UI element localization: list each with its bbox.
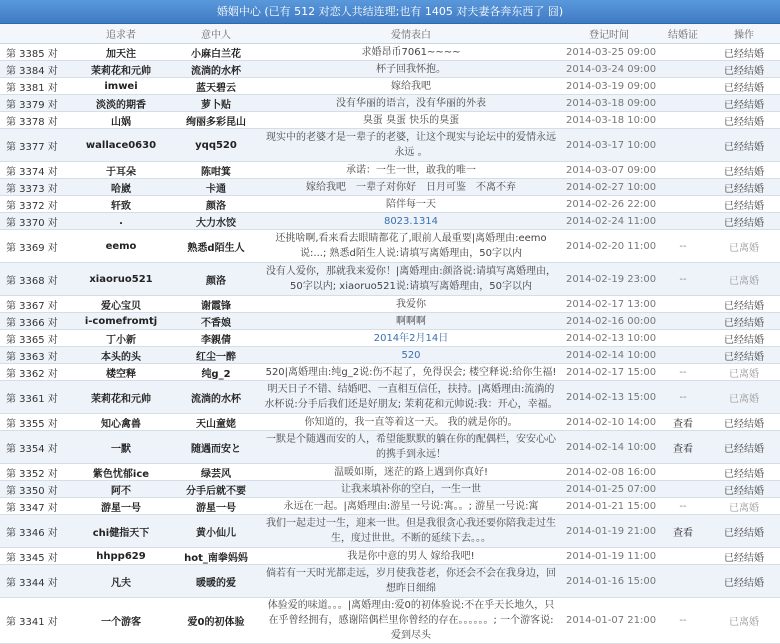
beloved-name[interactable]: 李親倩 xyxy=(170,330,262,347)
table-row xyxy=(0,95,780,112)
register-time: 2014-01-21 15:00 xyxy=(560,498,658,515)
status-label: 已经结婚 xyxy=(708,414,780,431)
register-time: 2014-03-18 10:00 xyxy=(560,112,658,129)
certificate-cell xyxy=(658,464,708,481)
row-number: 第 3344 对 xyxy=(0,565,72,598)
confession-text: 我是你中意的男人 嫁给我吧! xyxy=(262,548,560,565)
confession-text: 倘若有一天时光都走远，岁月使我苍老，你还会不会在我身边，回想昨日细绵 xyxy=(262,565,560,598)
table-header-row xyxy=(0,24,780,44)
beloved-name[interactable]: hot_南拳妈妈 xyxy=(170,548,262,565)
suitor-name[interactable]: 游星一号 xyxy=(72,498,170,515)
table-row xyxy=(0,263,780,296)
table-row xyxy=(0,381,780,414)
register-time: 2014-02-27 10:00 xyxy=(560,179,658,196)
register-time: 2014-02-19 23:00 xyxy=(560,263,658,296)
certificate-cell: -- xyxy=(658,263,708,296)
suitor-name[interactable]: xiaoruo521 xyxy=(72,263,170,296)
register-time: 2014-02-14 10:00 xyxy=(560,431,658,464)
certificate-cell xyxy=(658,179,708,196)
certificate-cell xyxy=(658,95,708,112)
confession-text: 体验爱的味道。。。|离婚理由:爱0的初体验说:不在乎天长地久，只在乎曾经拥有，感谢陪偶栏里你曾经的存在。。。。。。; 一个游客说:爱到尽头 xyxy=(262,598,560,644)
register-time: 2014-01-16 15:00 xyxy=(560,565,658,598)
suitor-name[interactable]: hhpp629 xyxy=(72,548,170,565)
suitor-name[interactable]: 本头的头 xyxy=(72,347,170,364)
beloved-name[interactable]: 陈咁箕 xyxy=(170,162,262,179)
certificate-cell xyxy=(658,162,708,179)
suitor-name[interactable]: 爱心宝贝 xyxy=(72,296,170,313)
status-label: 已经结婚 xyxy=(708,548,780,565)
certificate-cell xyxy=(658,129,708,162)
confession-text: 永远在一起。|离婚理由:游星一号说:寓。。; 游星一号说:寓 xyxy=(262,498,560,515)
row-number: 第 3350 对 xyxy=(0,481,72,498)
confession-text: 没有人爱你，那就我来爱你！|离婚理由:颜洛说:请填写离婚理由，50字以内; xiaoruo521说:请填写离婚理由，50字以内 xyxy=(262,263,560,296)
confession-text: 让我来填补你的空白，一生一世 xyxy=(262,481,560,498)
suitor-name[interactable]: 紫色忧郁ice xyxy=(72,464,170,481)
register-time: 2014-03-24 09:00 xyxy=(560,61,658,78)
status-label: 已经结婚 xyxy=(708,296,780,313)
table-row xyxy=(0,347,780,364)
table-row xyxy=(0,548,780,565)
column-header-action: 操作 xyxy=(708,24,780,44)
status-label: 已经结婚 xyxy=(708,431,780,464)
suitor-name[interactable]: imwei xyxy=(72,78,170,95)
status-label: 已经结婚 xyxy=(708,61,780,78)
table-row xyxy=(0,196,780,213)
row-number: 第 3366 对 xyxy=(0,313,72,330)
status-label: 已经结婚 xyxy=(708,162,780,179)
row-number: 第 3363 对 xyxy=(0,347,72,364)
suitor-name[interactable]: 淡淡的期香 xyxy=(72,95,170,112)
status-label: 已经结婚 xyxy=(708,347,780,364)
status-label: 已离婚 xyxy=(708,364,780,381)
certificate-cell xyxy=(658,565,708,598)
status-label: 已经结婚 xyxy=(708,112,780,129)
suitor-name[interactable]: 茉莉花和元帅 xyxy=(72,381,170,414)
view-certificate-link[interactable]: 查看 xyxy=(658,414,708,431)
certificate-cell xyxy=(658,481,708,498)
register-time: 2014-02-14 10:00 xyxy=(560,347,658,364)
certificate-cell: -- xyxy=(658,230,708,263)
row-number: 第 3384 对 xyxy=(0,61,72,78)
view-certificate-link[interactable]: 查看 xyxy=(658,515,708,548)
beloved-name[interactable]: 不香娘 xyxy=(170,313,262,330)
row-number: 第 3368 对 xyxy=(0,263,72,296)
beloved-name[interactable]: 小麻白兰花 xyxy=(170,44,262,61)
status-label: 已经结婚 xyxy=(708,78,780,95)
register-time: 2014-02-20 11:00 xyxy=(560,230,658,263)
confession-text: 你知道的，我一直等着这一天。 我的就是你的。 xyxy=(262,414,560,431)
beloved-name[interactable]: 绿芸风 xyxy=(170,464,262,481)
column-header-register-time: 登记时间 xyxy=(560,24,658,44)
certificate-cell xyxy=(658,196,708,213)
confession-text: 承诺：一生一世，敢我的唯一 xyxy=(262,162,560,179)
table-row xyxy=(0,78,780,95)
row-number: 第 3370 对 xyxy=(0,213,72,230)
row-number: 第 3367 对 xyxy=(0,296,72,313)
register-time: 2014-03-25 09:00 xyxy=(560,44,658,61)
confession-text: 520 xyxy=(262,347,560,364)
status-label: 已经结婚 xyxy=(708,44,780,61)
register-time: 2014-02-26 22:00 xyxy=(560,196,658,213)
row-number: 第 3381 对 xyxy=(0,78,72,95)
confession-text: 2014年2月14日 xyxy=(262,330,560,347)
certificate-cell xyxy=(658,44,708,61)
confession-text: 现实中的老婆才是一辈子的老婆，让这个现实与论坛中的爱情永远永远 。 xyxy=(262,129,560,162)
register-time: 2014-02-17 15:00 xyxy=(560,364,658,381)
row-number: 第 3373 对 xyxy=(0,179,72,196)
status-label: 已经结婚 xyxy=(708,95,780,112)
row-number: 第 3377 对 xyxy=(0,129,72,162)
certificate-cell xyxy=(658,330,708,347)
suitor-name[interactable]: 一个游客 xyxy=(72,598,170,644)
status-label: 已经结婚 xyxy=(708,515,780,548)
suitor-name[interactable]: 凡夫 xyxy=(72,565,170,598)
confession-text: 一默是个随遇而安的人，希望能默默的躺在你的配偶栏，安安心心的携手到永远！ xyxy=(262,431,560,464)
suitor-name[interactable]: 轩致 xyxy=(72,196,170,213)
row-number: 第 3355 对 xyxy=(0,414,72,431)
beloved-name[interactable]: yqq520 xyxy=(170,129,262,162)
certificate-cell: -- xyxy=(658,598,708,644)
confession-text: 求婚昂币7061~~~~ xyxy=(262,44,560,61)
beloved-name[interactable]: 纯g_2 xyxy=(170,364,262,381)
register-time: 2014-03-07 09:00 xyxy=(560,162,658,179)
certificate-cell: -- xyxy=(658,381,708,414)
status-label: 已经结婚 xyxy=(708,213,780,230)
status-label: 已离婚 xyxy=(708,598,780,644)
table-row xyxy=(0,112,780,129)
status-label: 已经结婚 xyxy=(708,565,780,598)
beloved-name[interactable]: 游星一号 xyxy=(170,498,262,515)
row-number: 第 3372 对 xyxy=(0,196,72,213)
suitor-name[interactable]: wallace0630 xyxy=(72,129,170,162)
confession-text: 明天日子不错、结婚吧、一直相互信任，扶持。|离婚理由:流淌的水杯说:分手后我们还是好朋友; 茉莉花和元帅说:我：开心，幸福。 xyxy=(262,381,560,414)
status-label: 已离婚 xyxy=(708,498,780,515)
beloved-name[interactable]: 熟悉d陌生人 xyxy=(170,230,262,263)
register-time: 2014-02-10 14:00 xyxy=(560,414,658,431)
suitor-name[interactable]: . xyxy=(72,213,170,230)
row-number: 第 3362 对 xyxy=(0,364,72,381)
suitor-name[interactable]: 于耳朵 xyxy=(72,162,170,179)
status-label: 已经结婚 xyxy=(708,179,780,196)
register-time: 2014-01-19 11:00 xyxy=(560,548,658,565)
beloved-name[interactable]: 红尘一醉 xyxy=(170,347,262,364)
register-time: 2014-02-13 10:00 xyxy=(560,330,658,347)
marriage-table xyxy=(0,24,780,644)
row-number: 第 3352 对 xyxy=(0,464,72,481)
table-body xyxy=(0,44,780,644)
table-row xyxy=(0,565,780,598)
table-row xyxy=(0,129,780,162)
status-label: 已离婚 xyxy=(708,230,780,263)
confession-text: 嫁给我吧 一辈子对你好 日月可鉴 不离不弃 xyxy=(262,179,560,196)
beloved-name[interactable]: 流淌的水杯 xyxy=(170,381,262,414)
column-header-certificate: 结婚证 xyxy=(658,24,708,44)
suitor-name[interactable]: 楼空释 xyxy=(72,364,170,381)
certificate-cell xyxy=(658,548,708,565)
confession-text: 温暖如斯，迷茫的路上遇到你真好! xyxy=(262,464,560,481)
register-time: 2014-01-07 21:00 xyxy=(560,598,658,644)
table-row xyxy=(0,213,780,230)
row-number: 第 3354 对 xyxy=(0,431,72,464)
status-label: 已经结婚 xyxy=(708,330,780,347)
certificate-cell xyxy=(658,112,708,129)
suitor-name[interactable]: 山娲 xyxy=(72,112,170,129)
beloved-name[interactable]: 蓝天碧云 xyxy=(170,78,262,95)
column-header-beloved: 意中人 xyxy=(170,24,262,44)
status-label: 已经结婚 xyxy=(708,129,780,162)
register-time: 2014-03-19 09:00 xyxy=(560,78,658,95)
status-label: 已经结婚 xyxy=(708,481,780,498)
certificate-cell xyxy=(658,78,708,95)
table-row xyxy=(0,598,780,644)
row-number: 第 3347 对 xyxy=(0,498,72,515)
beloved-name[interactable]: 颜洛 xyxy=(170,263,262,296)
table-row xyxy=(0,498,780,515)
confession-text: 啊啊啊 xyxy=(262,313,560,330)
confession-text: 没有华丽的语言，没有华丽的外表 xyxy=(262,95,560,112)
suitor-name[interactable]: i-comefromtj xyxy=(72,313,170,330)
status-label: 已经结婚 xyxy=(708,464,780,481)
beloved-name[interactable]: 谢霞锋 xyxy=(170,296,262,313)
beloved-name[interactable]: 颜洛 xyxy=(170,196,262,213)
table-row xyxy=(0,481,780,498)
certificate-cell xyxy=(658,296,708,313)
beloved-name[interactable]: 黄小仙儿 xyxy=(170,515,262,548)
table-row xyxy=(0,515,780,548)
certificate-cell xyxy=(658,313,708,330)
suitor-name[interactable]: eemo xyxy=(72,230,170,263)
register-time: 2014-03-17 10:00 xyxy=(560,129,658,162)
confession-text: 我爱你 xyxy=(262,296,560,313)
table-row xyxy=(0,296,780,313)
row-number: 第 3341 对 xyxy=(0,598,72,644)
register-time: 2014-01-19 21:00 xyxy=(560,515,658,548)
row-number: 第 3346 对 xyxy=(0,515,72,548)
register-time: 2014-02-08 16:00 xyxy=(560,464,658,481)
row-number: 第 3378 对 xyxy=(0,112,72,129)
confession-text: 520|离婚理由:纯g_2说:伤不起了，免得误会; 楼空释说:给你生福! xyxy=(262,364,560,381)
suitor-name[interactable]: 阿不 xyxy=(72,481,170,498)
confession-text: 陪伴每一天 xyxy=(262,196,560,213)
table-row xyxy=(0,61,780,78)
view-certificate-link[interactable]: 查看 xyxy=(658,431,708,464)
beloved-name[interactable]: 暖暖的爱 xyxy=(170,565,262,598)
register-time: 2014-02-24 11:00 xyxy=(560,213,658,230)
suitor-name[interactable]: 一默 xyxy=(72,431,170,464)
status-label: 已离婚 xyxy=(708,263,780,296)
table-row xyxy=(0,313,780,330)
beloved-name[interactable]: 爱0的初体验 xyxy=(170,598,262,644)
suitor-name[interactable]: chi健指天下 xyxy=(72,515,170,548)
row-number: 第 3361 对 xyxy=(0,381,72,414)
row-number: 第 3365 对 xyxy=(0,330,72,347)
column-header-confession: 爱情表白 xyxy=(262,24,560,44)
register-time: 2014-03-18 09:00 xyxy=(560,95,658,112)
beloved-name[interactable]: 卡通 xyxy=(170,179,262,196)
confession-text: 8023.1314 xyxy=(262,213,560,230)
suitor-name[interactable]: 知心禽兽 xyxy=(72,414,170,431)
register-time: 2014-02-17 13:00 xyxy=(560,296,658,313)
table-row xyxy=(0,414,780,431)
table-row xyxy=(0,431,780,464)
row-number: 第 3345 对 xyxy=(0,548,72,565)
column-header-suitor: 追求者 xyxy=(72,24,170,44)
certificate-cell: -- xyxy=(658,498,708,515)
confession-text: 嫁给我吧 xyxy=(262,78,560,95)
beloved-name[interactable]: 随遇而安と xyxy=(170,431,262,464)
column-header-number xyxy=(0,24,72,44)
beloved-name[interactable]: 天山童姥 xyxy=(170,414,262,431)
confession-text: 臭蛋 臭蛋 快乐的臭蛋 xyxy=(262,112,560,129)
confession-text: 我们一起走过一生，迎来一世。但是我很贪心我还要你陪我走过生生，度过世世。不断的延续下去。。。 xyxy=(262,515,560,548)
table-row xyxy=(0,230,780,263)
status-label: 已离婚 xyxy=(708,381,780,414)
beloved-name[interactable]: 流淌的水杯 xyxy=(170,61,262,78)
suitor-name[interactable]: 丁小新 xyxy=(72,330,170,347)
suitor-name[interactable]: 加天注 xyxy=(72,44,170,61)
register-time: 2014-02-16 00:00 xyxy=(560,313,658,330)
confession-text: 杯子回我怀抱。 xyxy=(262,61,560,78)
beloved-name[interactable]: 萝卜贴 xyxy=(170,95,262,112)
row-number: 第 3374 对 xyxy=(0,162,72,179)
status-label: 已经结婚 xyxy=(708,313,780,330)
certificate-cell xyxy=(658,61,708,78)
row-number: 第 3385 对 xyxy=(0,44,72,61)
register-time: 2014-02-13 15:00 xyxy=(560,381,658,414)
suitor-name[interactable]: 哈崴 xyxy=(72,179,170,196)
table-row xyxy=(0,364,780,381)
table-row xyxy=(0,464,780,481)
row-number: 第 3379 对 xyxy=(0,95,72,112)
confession-text: 还挑啥啊,看来看去眼睛都花了,眼前人最重要|离婚理由:eemo说:...; 熟悉d陌生人说:请填写离婚理由，50字以内 xyxy=(262,230,560,263)
page-title: 婚姻中心 (已有 512 对恋人共结连理;也有 1405 对夫妻各奔东西了 囧) xyxy=(0,0,780,24)
table-row xyxy=(0,179,780,196)
status-label: 已经结婚 xyxy=(708,196,780,213)
certificate-cell xyxy=(658,213,708,230)
table-row xyxy=(0,44,780,61)
beloved-name[interactable]: 绚丽多彩昆山 xyxy=(170,112,262,129)
certificate-cell xyxy=(658,347,708,364)
table-row xyxy=(0,162,780,179)
row-number: 第 3369 对 xyxy=(0,230,72,263)
table-row xyxy=(0,330,780,347)
beloved-name[interactable]: 分手后就不要 xyxy=(170,481,262,498)
beloved-name[interactable]: 大力水饺 xyxy=(170,213,262,230)
certificate-cell: -- xyxy=(658,364,708,381)
suitor-name[interactable]: 茉莉花和元帅 xyxy=(72,61,170,78)
register-time: 2014-01-25 07:00 xyxy=(560,481,658,498)
